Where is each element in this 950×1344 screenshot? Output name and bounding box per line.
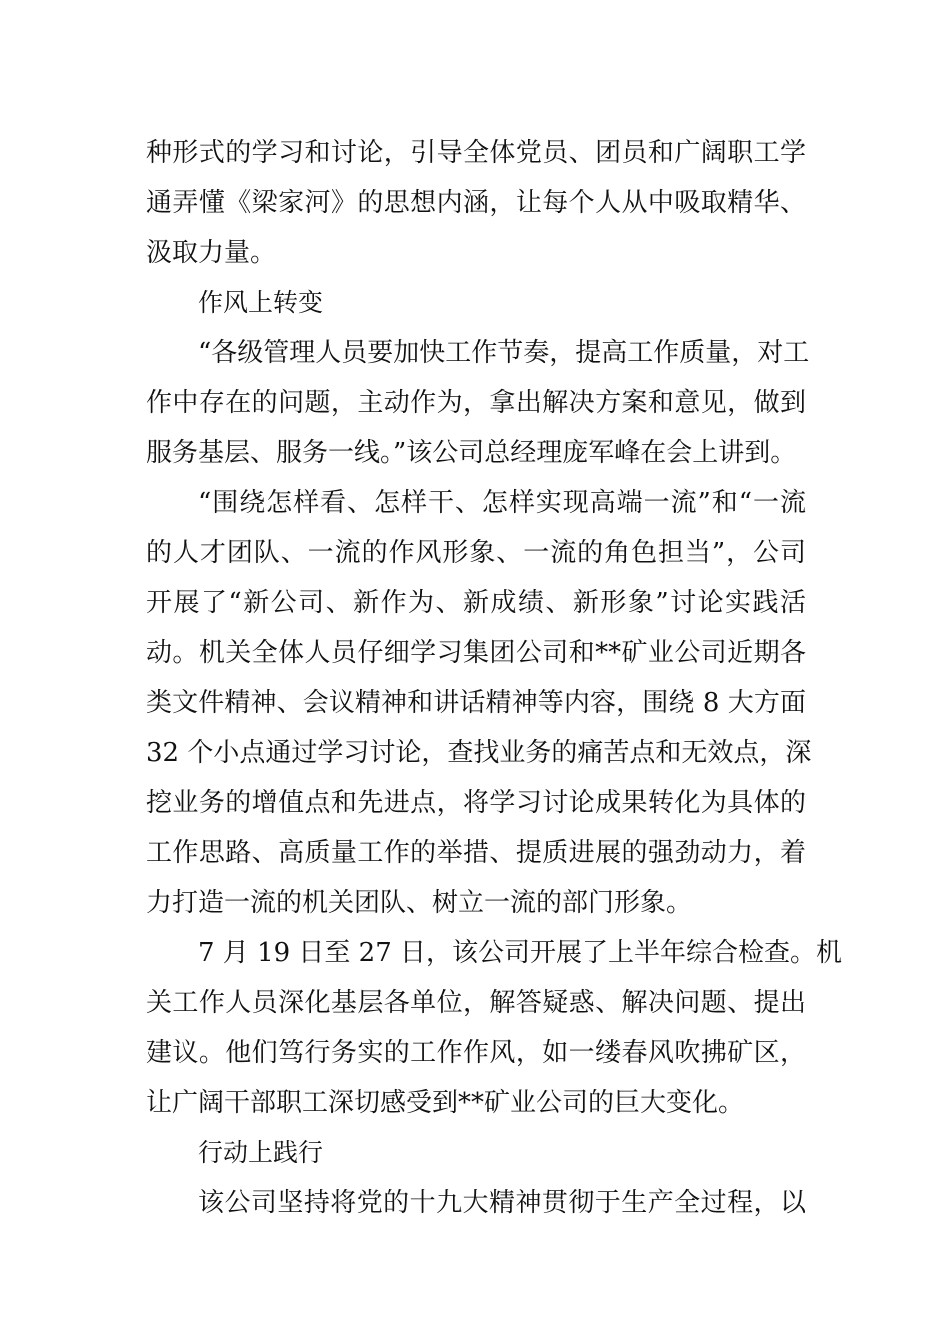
text-line: 该公司坚持将党的十九大精神贯彻于生产全过程，以 — [198, 1188, 806, 1218]
text-line: 建议。他们笃行务实的工作作风，如一缕春风吹拂矿区， — [146, 1038, 806, 1068]
text-line: 动。机关全体人员仔细学习集团公司和**矿业公司近期各 — [146, 638, 806, 668]
text-line: 通弄懂《梁家河》的思想内涵，让每个人从中吸取精华、 — [146, 188, 806, 218]
paragraph — [146, 928, 843, 1128]
text-line: 种形式的学习和讨论，引导全体党员、团员和广阔职工学 — [146, 138, 806, 168]
document-body — [146, 128, 843, 1228]
text-line: 让广阔干部职工深切感受到**矿业公司的巨大变化。 — [146, 1088, 745, 1118]
text-line: 开展了“新公司、新作为、新成绩、新形象”讨论实践活 — [146, 588, 806, 618]
text-line: 力打造一流的机关团队、树立一流的部门形象。 — [146, 888, 693, 918]
text-line: 挖业务的增值点和先进点，将学习讨论成果转化为具体的 — [146, 788, 806, 818]
text-line: 32 个小点通过学习讨论，查找业务的痛苦点和无效点，深 — [146, 738, 812, 768]
paragraph — [146, 328, 810, 478]
paragraph — [146, 128, 806, 278]
text-line: “各级管理人员要加快工作节奏，提高工作质量，对工 — [198, 338, 810, 368]
paragraph — [146, 1178, 806, 1228]
text-line: 工作思路、高质量工作的举措、提质进展的强劲动力，着 — [146, 838, 806, 868]
text-line: 的人才团队、一流的作风形象、一流的角色担当”，公司 — [146, 538, 806, 568]
text-line: 汲取力量。 — [146, 238, 277, 268]
text-line: 7 月 19 日至 27 日，该公司开展了上半年综合检查。机 — [198, 938, 843, 968]
paragraph — [146, 478, 812, 928]
text-line: “围绕怎样看、怎样干、怎样实现高端一流”和“一流 — [198, 488, 806, 518]
text-line: 关工作人员深化基层各单位，解答疑惑、解决问题、提出 — [146, 988, 806, 1018]
section-heading: 作风上转变 — [198, 288, 324, 317]
text-line: 作中存在的问题，主动作为，拿出解决方案和意见，做到 — [146, 388, 806, 418]
section-heading: 行动上践行 — [198, 1138, 324, 1167]
text-line: 类文件精神、会议精神和讲话精神等内容，围绕 8 大方面 — [146, 688, 806, 718]
text-line: 服务基层、服务一线。”该公司总经理庞军峰在会上讲到。 — [146, 438, 797, 468]
